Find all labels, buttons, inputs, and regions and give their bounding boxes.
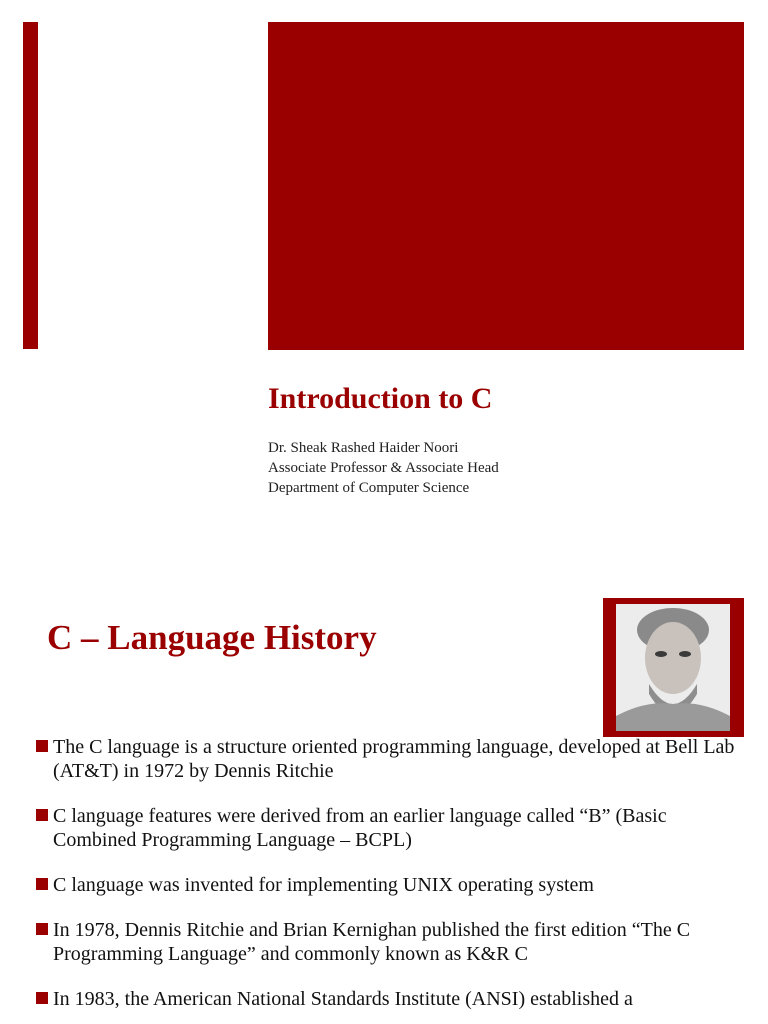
- list-item: In 1983, the American National Standards Institute (ANSI) established a: [33, 987, 753, 1011]
- accent-bar: [23, 22, 38, 349]
- author-name: Dr. Sheak Rashed Haider Noori: [268, 440, 459, 456]
- bullet-list: [33, 735, 753, 1024]
- history-slide: [0, 570, 768, 1024]
- square-bullet-icon: [36, 992, 48, 1004]
- list-item: C language features were derived from an earlier language called “B” (Basic Combined Programming Language – BCPL): [33, 804, 753, 852]
- square-bullet-icon: [36, 809, 48, 821]
- portrait-photo-frame: [603, 598, 744, 737]
- author-info: [268, 438, 499, 498]
- portrait-icon: [616, 604, 730, 731]
- square-bullet-icon: [36, 740, 48, 752]
- portrait-photo: [616, 604, 730, 731]
- square-bullet-icon: [36, 878, 48, 890]
- list-item: In 1978, Dennis Ritchie and Brian Kernighan published the first edition “The C Programming Language” and commonly known as K&R C: [33, 918, 753, 966]
- square-bullet-icon: [36, 923, 48, 935]
- title-block: [268, 22, 744, 350]
- list-item: C language was invented for implementing UNIX operating system: [33, 873, 753, 897]
- author-department: Department of Computer Science: [268, 480, 470, 496]
- author-position: Associate Professor & Associate Head: [268, 460, 499, 476]
- slide-title: C – Language History: [47, 618, 377, 657]
- list-item: The C language is a structure oriented programming language, developed at Bell Lab (AT&T) in 1972 by Dennis Ritchie: [33, 735, 753, 783]
- slide-title: Introduction to C: [268, 382, 493, 415]
